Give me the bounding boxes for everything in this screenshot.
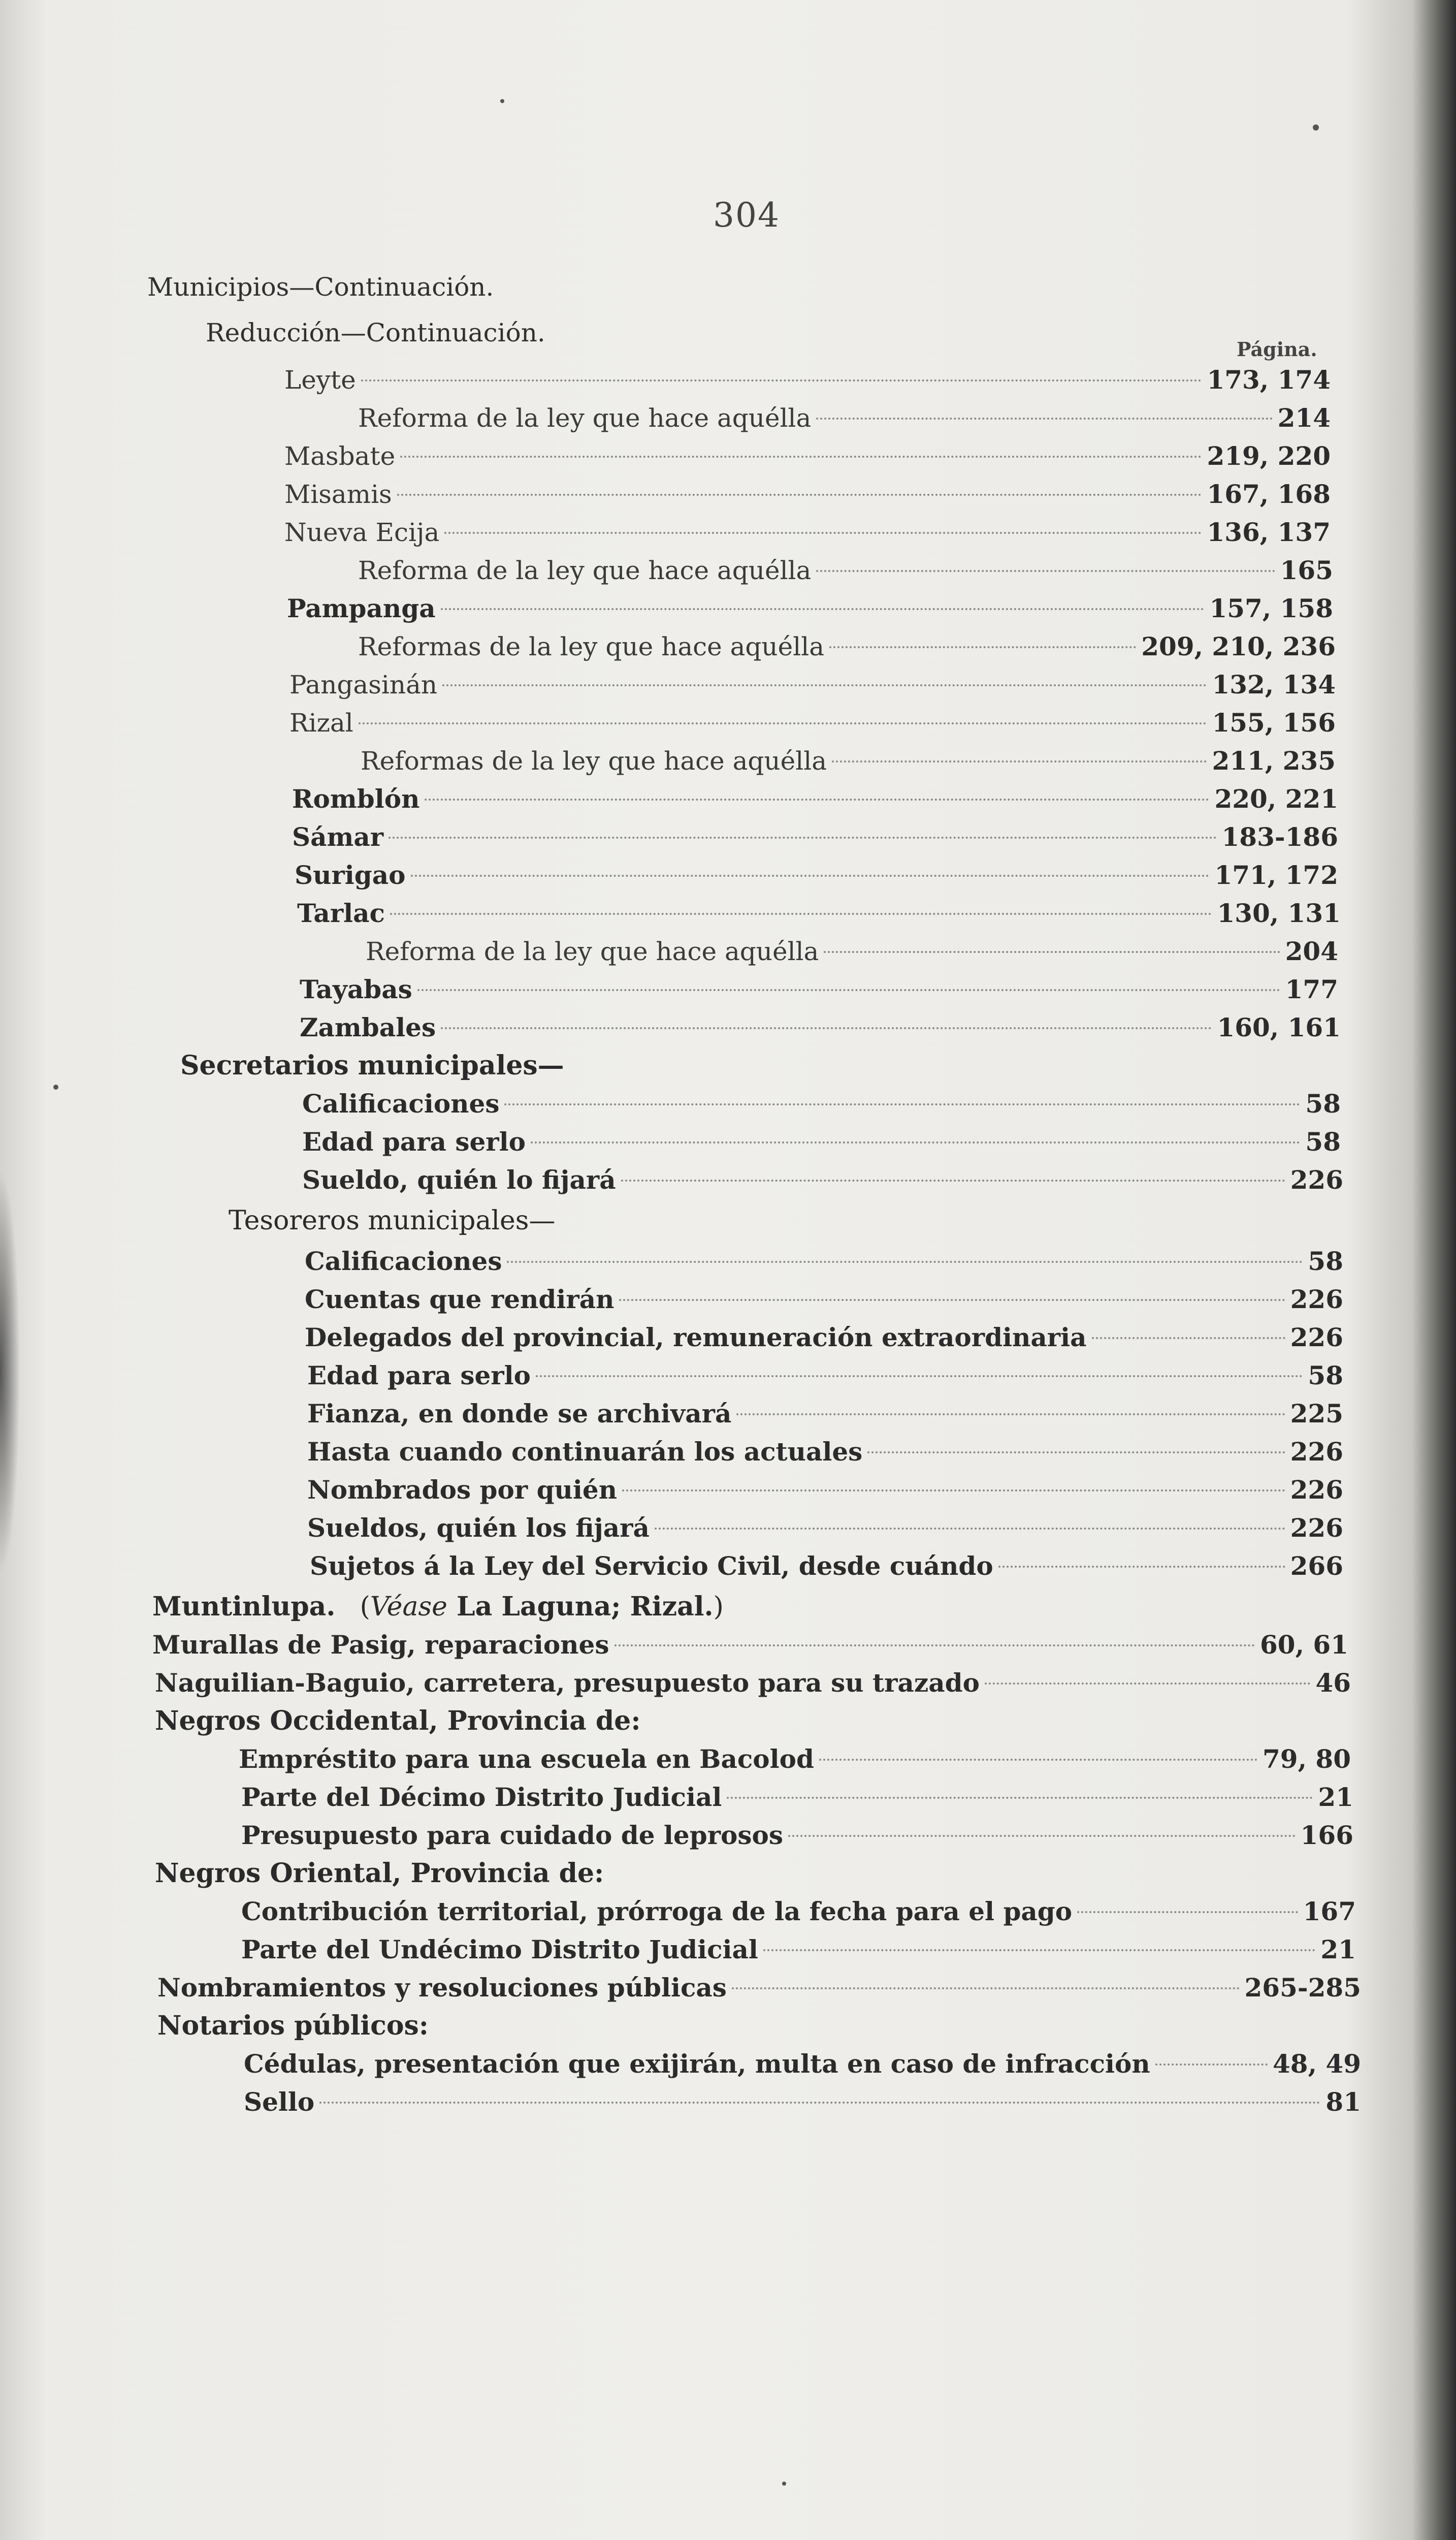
- dot-leader: [736, 1413, 1285, 1415]
- entry-label: Murallas de Pasig, reparaciones: [152, 1630, 609, 1660]
- entry-label: Reforma de la ley que hace aquélla: [358, 403, 812, 433]
- entry-label: Fianza, en donde se archivará: [307, 1399, 732, 1428]
- index-entry: [284, 362, 1331, 398]
- section-tesoreros-title: Tesoreros municipales—: [229, 1205, 556, 1236]
- entry-pages: 226: [1290, 1475, 1343, 1505]
- dot-leader: [819, 1759, 1257, 1761]
- entry-pages: 130, 131: [1217, 898, 1341, 928]
- entry-pages: 266: [1290, 1551, 1343, 1581]
- index-entry: [284, 476, 1331, 513]
- entry-label: Calificaciones: [302, 1089, 500, 1119]
- dot-leader: [763, 1949, 1316, 1951]
- index-entry: [297, 895, 1341, 932]
- index-entry: [302, 1124, 1341, 1160]
- print-speck: [500, 99, 504, 103]
- dot-leader: [998, 1566, 1285, 1568]
- section-negros-oriental: Negros Oriental, Provincia de:: [155, 1858, 604, 1889]
- section-secretarios: Secretarios municipales—: [180, 1050, 564, 1081]
- vease-label: Véase: [370, 1592, 447, 1622]
- entry-pages: 226: [1290, 1322, 1343, 1352]
- dot-leader: [622, 1489, 1285, 1491]
- dot-leader: [824, 951, 1280, 953]
- print-speck: [782, 2482, 786, 2486]
- index-entry: [244, 2084, 1361, 2120]
- entry-label: Sueldos, quién los fijará: [307, 1513, 650, 1543]
- dot-leader: [1155, 2063, 1268, 2066]
- index-entry: [292, 819, 1338, 855]
- header-reduccion-text: Reducción—Continuación.: [206, 318, 545, 347]
- entry-label: Pangasinán: [289, 670, 438, 700]
- entry-label: Zambales: [300, 1012, 436, 1042]
- entry-label: Reforma de la ley que hace aquélla: [366, 937, 819, 966]
- index-entry: [300, 971, 1338, 1008]
- index-entry: [358, 628, 1336, 665]
- entry-pages: 219, 220: [1207, 441, 1331, 471]
- index-entry: [302, 1086, 1341, 1122]
- entry-pages: 79, 80: [1263, 1744, 1351, 1774]
- entry-label: Pampanga: [287, 593, 436, 623]
- entry-pages: 265-285: [1244, 1973, 1361, 2003]
- dot-leader: [1092, 1337, 1285, 1339]
- pagina-column-label: Página.: [1237, 338, 1317, 361]
- entry-pages: 58: [1308, 1360, 1343, 1390]
- entry-label: Sujetos á la Ley del Servicio Civil, desde cuándo: [310, 1551, 993, 1581]
- entry-pages: 226: [1290, 1165, 1343, 1195]
- print-speck: [1313, 124, 1319, 131]
- entry-label: Calificaciones: [305, 1246, 502, 1276]
- entry-pages: 46: [1315, 1668, 1351, 1698]
- dot-leader: [829, 646, 1136, 648]
- entry-pages: 226: [1290, 1284, 1343, 1314]
- section-notarios: Notarios públicos:: [157, 2010, 429, 2041]
- entry-pages: 166: [1300, 1820, 1353, 1850]
- dot-leader: [400, 456, 1202, 458]
- entry-label: Tayabas: [300, 974, 412, 1004]
- entry-label: Parte del Décimo Distrito Judicial: [241, 1782, 722, 1812]
- section-negros-occidental: Negros Occidental, Provincia de:: [155, 1705, 641, 1736]
- entry-label: Masbate: [284, 441, 396, 471]
- entry-label: Leyte: [284, 365, 356, 395]
- muntinlupa-label: Muntinlupa.: [152, 1591, 336, 1622]
- dot-leader: [816, 418, 1272, 420]
- dot-leader: [504, 1103, 1300, 1105]
- dot-leader: [507, 1261, 1303, 1263]
- entry-pages: 165: [1280, 555, 1333, 585]
- dot-leader: [536, 1375, 1303, 1377]
- entry-pages: 155, 156: [1212, 708, 1336, 738]
- index-entry: [361, 743, 1336, 779]
- entry-pages: 226: [1290, 1513, 1343, 1543]
- index-entry: [292, 781, 1338, 817]
- entry-pages: 60, 61: [1260, 1630, 1348, 1660]
- entry-label: Surigao: [295, 860, 406, 890]
- entry-pages: 157, 158: [1209, 593, 1333, 623]
- entry-label: Romblón: [292, 784, 420, 814]
- dot-leader: [425, 799, 1209, 801]
- entry-pages: 209, 210, 236: [1141, 631, 1336, 661]
- dot-leader: [441, 1027, 1212, 1029]
- dot-leader: [359, 722, 1207, 724]
- dot-leader: [531, 1141, 1300, 1144]
- entry-pages: 160, 161: [1217, 1012, 1341, 1042]
- entry-pages: 183-186: [1221, 822, 1338, 852]
- index-entry: [239, 1741, 1351, 1777]
- page-edge-shadow: [0, 1168, 20, 1575]
- entry-pages: 48, 49: [1273, 2049, 1361, 2079]
- entry-label: Contribución territorial, prórroga de la fecha para el pago: [241, 1896, 1073, 1926]
- entry-label: Edad para serlo: [302, 1127, 526, 1157]
- index-entry: [241, 1817, 1353, 1854]
- dot-leader: [655, 1528, 1285, 1530]
- entry-pages: 58: [1305, 1127, 1341, 1157]
- index-entry: [305, 1319, 1343, 1356]
- index-entry: [284, 514, 1331, 551]
- index-entry: [241, 1931, 1356, 1968]
- entry-label: Misamis: [284, 480, 392, 509]
- print-speck: [53, 1085, 58, 1090]
- entry-label: Empréstito para una escuela en Bacolod: [239, 1744, 814, 1774]
- index-entry: [305, 1243, 1343, 1280]
- index-entry: [244, 2046, 1361, 2082]
- entry-pages: 58: [1305, 1089, 1341, 1119]
- index-entry: [358, 400, 1331, 436]
- dot-leader: [1077, 1911, 1298, 1913]
- dot-leader: [319, 2102, 1320, 2104]
- entry-pages: 204: [1285, 936, 1338, 966]
- dot-leader: [441, 608, 1205, 610]
- entry-label: Tarlac: [297, 898, 385, 928]
- index-entry: [157, 1970, 1361, 2006]
- entry-pages: 167: [1303, 1896, 1356, 1926]
- dot-leader: [732, 1987, 1240, 1989]
- entry-label: Rizal: [289, 708, 353, 738]
- entry-label: Edad para serlo: [307, 1360, 531, 1390]
- dot-leader: [361, 379, 1202, 382]
- dot-leader: [788, 1835, 1296, 1837]
- index-entry: [302, 1162, 1343, 1198]
- dot-leader: [816, 570, 1275, 572]
- dot-leader: [397, 494, 1202, 496]
- muntinlupa-reference: La Laguna; Rizal.: [457, 1591, 714, 1622]
- header-municipios-text: Municipios—Continuación.: [147, 272, 494, 302]
- entry-label: Sello: [244, 2087, 315, 2117]
- index-entry: [307, 1472, 1343, 1508]
- entry-pages: 226: [1290, 1437, 1343, 1467]
- dot-leader: [390, 913, 1212, 915]
- index-entry: [241, 1893, 1356, 1930]
- dot-leader: [867, 1451, 1285, 1453]
- entry-label: Naguilian-Baguio, carretera, presupuesto para su trazado: [155, 1668, 980, 1698]
- entry-label: Nueva Ecija: [284, 518, 440, 547]
- index-entry: [284, 438, 1331, 474]
- muntinlupa-open: (: [360, 1592, 370, 1622]
- index-entry: [307, 1510, 1343, 1546]
- entry-pages: 21: [1318, 1782, 1353, 1812]
- entry-pages: 21: [1320, 1934, 1356, 1964]
- dot-leader: [619, 1299, 1285, 1301]
- entry-pages: 211, 235: [1212, 746, 1336, 776]
- muntinlupa-close: ): [713, 1592, 724, 1622]
- index-entry: [152, 1627, 1348, 1663]
- entry-label: Sámar: [292, 822, 384, 852]
- entry-label: Cédulas, presentación que exijirán, multa en caso de infracción: [244, 2049, 1150, 2079]
- entry-label: Nombramientos y resoluciones públicas: [157, 1973, 727, 2003]
- entry-label: Parte del Undécimo Distrito Judicial: [241, 1934, 758, 1964]
- entry-label: Reforma de la ley que hace aquélla: [358, 556, 812, 585]
- entry-label: Reformas de la ley que hace aquélla: [358, 632, 825, 661]
- index-entry: [289, 705, 1336, 741]
- entry-label: Delegados del provincial, remuneración extraordinaria: [305, 1322, 1087, 1352]
- entry-label: Presupuesto para cuidado de leprosos: [241, 1820, 784, 1850]
- entry-pages: 136, 137: [1207, 517, 1331, 547]
- dot-leader: [832, 760, 1207, 763]
- entry-label: Sueldo, quién lo fijará: [302, 1165, 616, 1195]
- index-entry: [307, 1357, 1343, 1394]
- index-entry: [295, 857, 1338, 894]
- entry-pages: 58: [1308, 1246, 1343, 1276]
- dot-leader: [614, 1644, 1255, 1646]
- index-entry: [155, 1665, 1351, 1701]
- header-reduccion: [206, 318, 545, 347]
- dot-leader: [417, 989, 1280, 991]
- index-entry: [310, 1548, 1343, 1584]
- index-entry: [289, 666, 1336, 703]
- index-entry: [366, 933, 1338, 970]
- entry-muntinlupa: [152, 1589, 724, 1625]
- index-entry: [287, 590, 1333, 627]
- index-entry: [305, 1281, 1343, 1318]
- dot-leader: [411, 875, 1210, 877]
- entry-pages: 214: [1277, 403, 1331, 433]
- entry-pages: 177: [1285, 974, 1338, 1004]
- page-number: 304: [713, 196, 780, 235]
- entry-label: Cuentas que rendirán: [305, 1284, 614, 1314]
- entry-label: Reformas de la ley que hace aquélla: [361, 746, 827, 776]
- entry-pages: 167, 168: [1207, 479, 1331, 509]
- entry-pages: 225: [1290, 1399, 1343, 1428]
- dot-leader: [727, 1797, 1313, 1799]
- index-entry: [307, 1395, 1343, 1432]
- entry-pages: 81: [1325, 2087, 1361, 2117]
- dot-leader: [985, 1682, 1310, 1685]
- entry-label: Hasta cuando continuarán los actuales: [307, 1437, 863, 1467]
- index-entry: [307, 1434, 1343, 1470]
- dot-leader: [442, 684, 1207, 686]
- index-entry: [358, 552, 1333, 589]
- dot-leader: [444, 532, 1202, 534]
- index-entry: [300, 1009, 1341, 1046]
- dot-leader: [389, 837, 1216, 839]
- dot-leader: [621, 1180, 1285, 1182]
- entry-pages: 171, 172: [1214, 860, 1338, 890]
- header-municipios: [147, 272, 494, 302]
- entry-pages: 220, 221: [1214, 784, 1338, 814]
- entry-pages: 173, 174: [1207, 365, 1331, 395]
- entry-pages: 132, 134: [1212, 670, 1336, 700]
- entry-label: Nombrados por quién: [307, 1475, 618, 1505]
- section-tesoreros: [229, 1202, 555, 1239]
- index-entry: [241, 1779, 1353, 1816]
